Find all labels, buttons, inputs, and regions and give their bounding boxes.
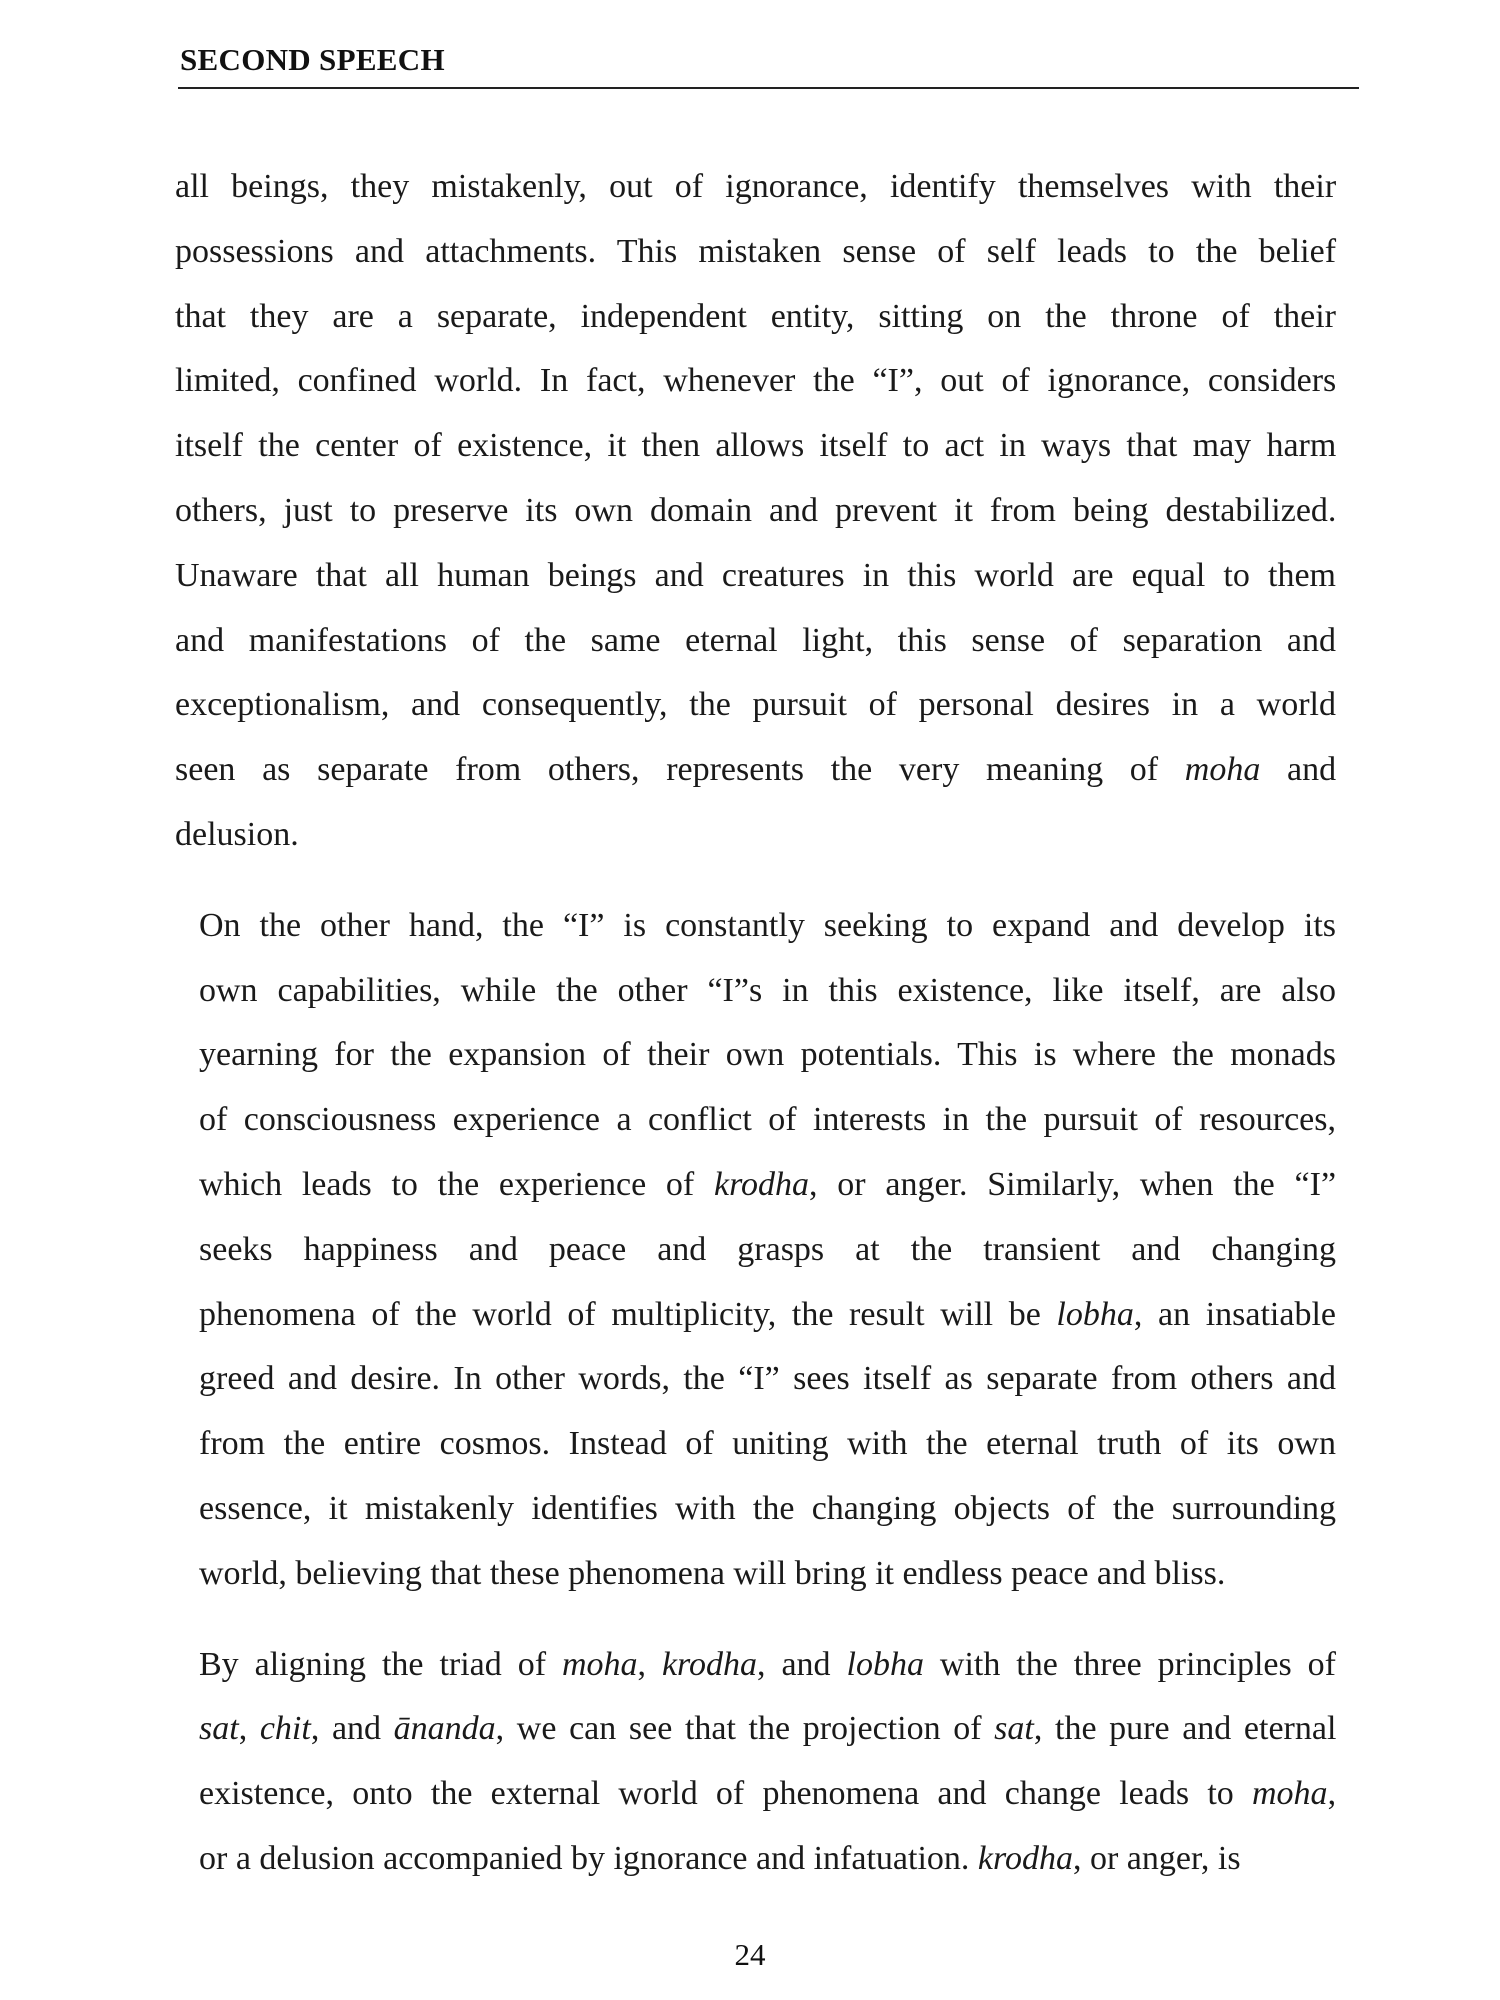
text-run: which leads to the experience of: [199, 1165, 714, 1203]
header-rule: [178, 87, 1359, 89]
text-run: , or anger. Similarly, when the “I”: [809, 1165, 1337, 1203]
text-run: ,: [238, 1710, 260, 1748]
text-line: [175, 285, 1336, 350]
italic-term: sat: [994, 1710, 1034, 1748]
text-run: essence, it mistakenly identifies with the changing objects of the surrounding: [199, 1489, 1337, 1527]
italic-term: moha: [561, 1645, 638, 1683]
italic-term: krodha: [661, 1645, 758, 1683]
text-run: greed and desire. In other words, the “I” sees itself as separate from others and: [199, 1360, 1336, 1398]
text-run: existence, onto the external world of phenomena and change leads to: [199, 1775, 1252, 1813]
text-line: [175, 220, 1336, 285]
italic-term: moha: [1184, 751, 1261, 789]
text-line: [175, 1697, 1336, 1762]
text-line: [175, 155, 1336, 220]
text-line: [175, 673, 1336, 738]
italic-term: chit: [259, 1710, 311, 1748]
text-line: [175, 414, 1336, 479]
text-line: [175, 1153, 1336, 1218]
paragraph-1: [175, 155, 1336, 868]
text-run: seeks happiness and peace and grasps at the transient and changing: [199, 1230, 1337, 1268]
italic-term: sat: [199, 1710, 239, 1748]
text-line: [175, 609, 1336, 674]
text-run: or a delusion accompanied by ignorance and infatuation.: [199, 1839, 978, 1877]
text-run: , and: [757, 1645, 847, 1683]
text-line: [175, 1088, 1336, 1153]
text-line: [175, 1827, 1336, 1892]
text-run: limited, confined world. In fact, whenever the “I”, out of ignorance, considers: [175, 362, 1337, 400]
text-run: seen as separate from others, represents the very meaning of: [175, 751, 1185, 789]
text-run: , and: [310, 1710, 394, 1748]
text-line: [175, 1218, 1336, 1283]
text-line: [175, 1412, 1336, 1477]
italic-term: lobha: [1056, 1295, 1134, 1333]
text-run: , the pure and eternal: [1033, 1710, 1337, 1748]
text-run: itself the center of existence, it then allows itself to act in ways that may harm: [175, 427, 1337, 465]
text-run: , we can see that the projection of: [495, 1710, 995, 1748]
text-run: ,: [1327, 1775, 1337, 1813]
text-run: with the three principles of: [923, 1645, 1336, 1683]
text-line: [175, 1542, 1336, 1607]
text-run: and manifestations of the same eternal light, this sense of separation and: [175, 621, 1336, 659]
paragraph-2: [175, 894, 1336, 1607]
text-run: , or anger, is: [1072, 1839, 1241, 1877]
text-run: exceptionalism, and consequently, the pursuit of personal desires in a world: [175, 686, 1336, 724]
text-run: ,: [637, 1645, 662, 1683]
text-run: own capabilities, while the other “I”s in this existence, like itself, are also: [199, 971, 1336, 1009]
text-run: and: [1260, 751, 1337, 789]
running-head-title: SECOND SPEECH: [180, 42, 445, 77]
text-line: [175, 1347, 1336, 1412]
page-number: 24: [734, 1937, 766, 1972]
italic-term: lobha: [846, 1645, 924, 1683]
italic-term: krodha: [713, 1165, 810, 1203]
text-run: from the entire cosmos. Instead of uniting with the eternal truth of its own: [199, 1425, 1336, 1463]
italic-term: moha: [1252, 1775, 1328, 1813]
italic-term: ānanda: [393, 1710, 496, 1748]
text-line: [175, 1023, 1336, 1088]
text-line: [175, 1762, 1336, 1827]
text-run: delusion.: [175, 815, 299, 853]
text-run: of consciousness experience a conflict of interests in the pursuit of resources,: [199, 1101, 1336, 1139]
text-run: that they are a separate, independent entity, sitting on the throne of their: [175, 297, 1336, 335]
text-line: [175, 349, 1336, 414]
text-run: possessions and attachments. This mistaken sense of self leads to the belief: [175, 232, 1337, 270]
text-line: [175, 738, 1336, 803]
text-line: [175, 1633, 1336, 1698]
text-run: On the other hand, the “I” is constantly seeking to expand and develop its: [199, 906, 1336, 944]
text-run: , an insatiable: [1133, 1295, 1336, 1333]
text-line: [175, 1477, 1336, 1542]
text-line: [175, 959, 1336, 1024]
text-run: Unaware that all human beings and creatures in this world are equal to them: [175, 556, 1336, 594]
text-line: [175, 1283, 1336, 1348]
text-run: world, believing that these phenomena will bring it endless peace and bliss.: [199, 1554, 1226, 1592]
text-run: yearning for the expansion of their own potentials. This is where the monads: [199, 1036, 1336, 1074]
text-line: [175, 894, 1336, 959]
text-line: [175, 544, 1336, 609]
paragraph-3: [175, 1633, 1336, 1892]
italic-term: krodha: [977, 1839, 1073, 1877]
body-text: [175, 155, 1336, 1892]
text-run: others, just to preserve its own domain and prevent it from being destabilized.: [175, 491, 1337, 529]
text-run: By aligning the triad of: [199, 1645, 562, 1683]
text-line: [175, 803, 1336, 868]
text-line: [175, 479, 1336, 544]
text-run: phenomena of the world of multiplicity, the result will be: [199, 1295, 1057, 1333]
text-run: all beings, they mistakenly, out of ignorance, identify themselves with their: [175, 168, 1337, 205]
